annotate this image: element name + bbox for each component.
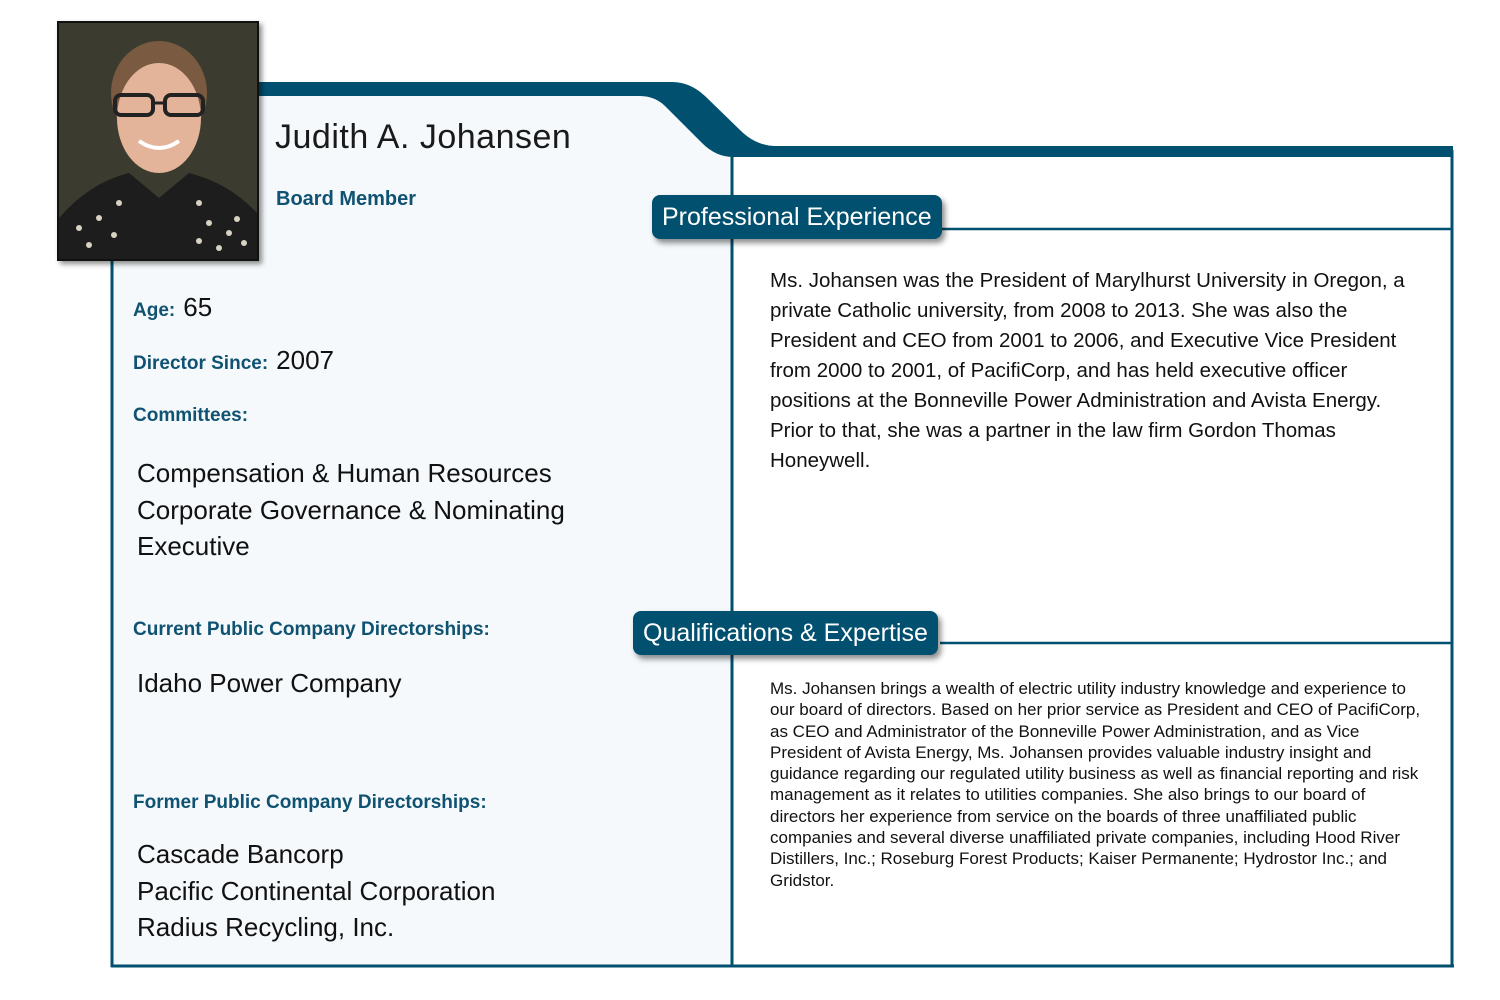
committee-item: Executive (137, 531, 250, 561)
former-directorships-list (137, 836, 495, 946)
committees-label: Committees: (133, 405, 249, 426)
director-since-value: 2007 (276, 345, 334, 375)
director-since-field (133, 345, 334, 376)
committee-item: Compensation & Human Resources (137, 458, 552, 488)
directorship-item: Idaho Power Company (137, 668, 402, 698)
former-directorships-label: Former Public Company Directorships: (133, 792, 487, 813)
professional-experience-heading: Professional Experience (652, 195, 942, 239)
directorship-item: Cascade Bancorp (137, 839, 344, 869)
current-directorships-label: Current Public Company Directorships: (133, 619, 490, 640)
committees-list (137, 455, 565, 565)
qualifications-text: Ms. Johansen brings a wealth of electric utility industry knowledge and experience to our board of directors. Based on her prior service as President and CEO of PacifiCorp, as CEO and Administrator of the Bonneville Power Administration, and as Vice President of Avista Energy, Ms. Johansen provides valuable industry insight and guidance regarding our regulated utility business as well as financial reporting and risk management as it relates to utilities companies. She also brings to our board of directors her experience from service on the boards of three unaffiliated public companies and several diverse unaffiliated private companies, including Hood River Distillers, Inc.; Roseburg Forest Products; Kaiser Permanente; Hydrostor Inc.; and Gridstor. (770, 679, 1421, 890)
age-value: 65 (183, 292, 213, 322)
age-label: Age: (133, 300, 176, 321)
age-field (133, 292, 212, 323)
current-directorships-list (137, 665, 401, 702)
director-role: Board Member (276, 188, 417, 210)
portrait-photo (57, 21, 259, 261)
qualifications-heading: Qualifications & Expertise (633, 611, 938, 655)
director-since-label: Director Since: (133, 353, 269, 374)
person-portrait-icon (59, 23, 257, 259)
professional-experience-text: Ms. Johansen was the President of Marylhurst University in Oregon, a private Catholic university, from 2008 to 2013. She was also the President and CEO from 2001 to 2006, and Executive Vice President from 2000 to 2001, of PacifiCorp, and has held executive officer positions at the Bonneville Power Administration and Avista Energy. Prior to that, she was a partner in the law firm Gordon Thomas Honeywell. (770, 269, 1405, 472)
directorship-item: Radius Recycling, Inc. (137, 912, 395, 942)
director-name: Judith A. Johansen (275, 118, 572, 156)
directorship-item: Pacific Continental Corporation (137, 875, 496, 906)
committee-item: Corporate Governance & Nominating (137, 494, 565, 525)
